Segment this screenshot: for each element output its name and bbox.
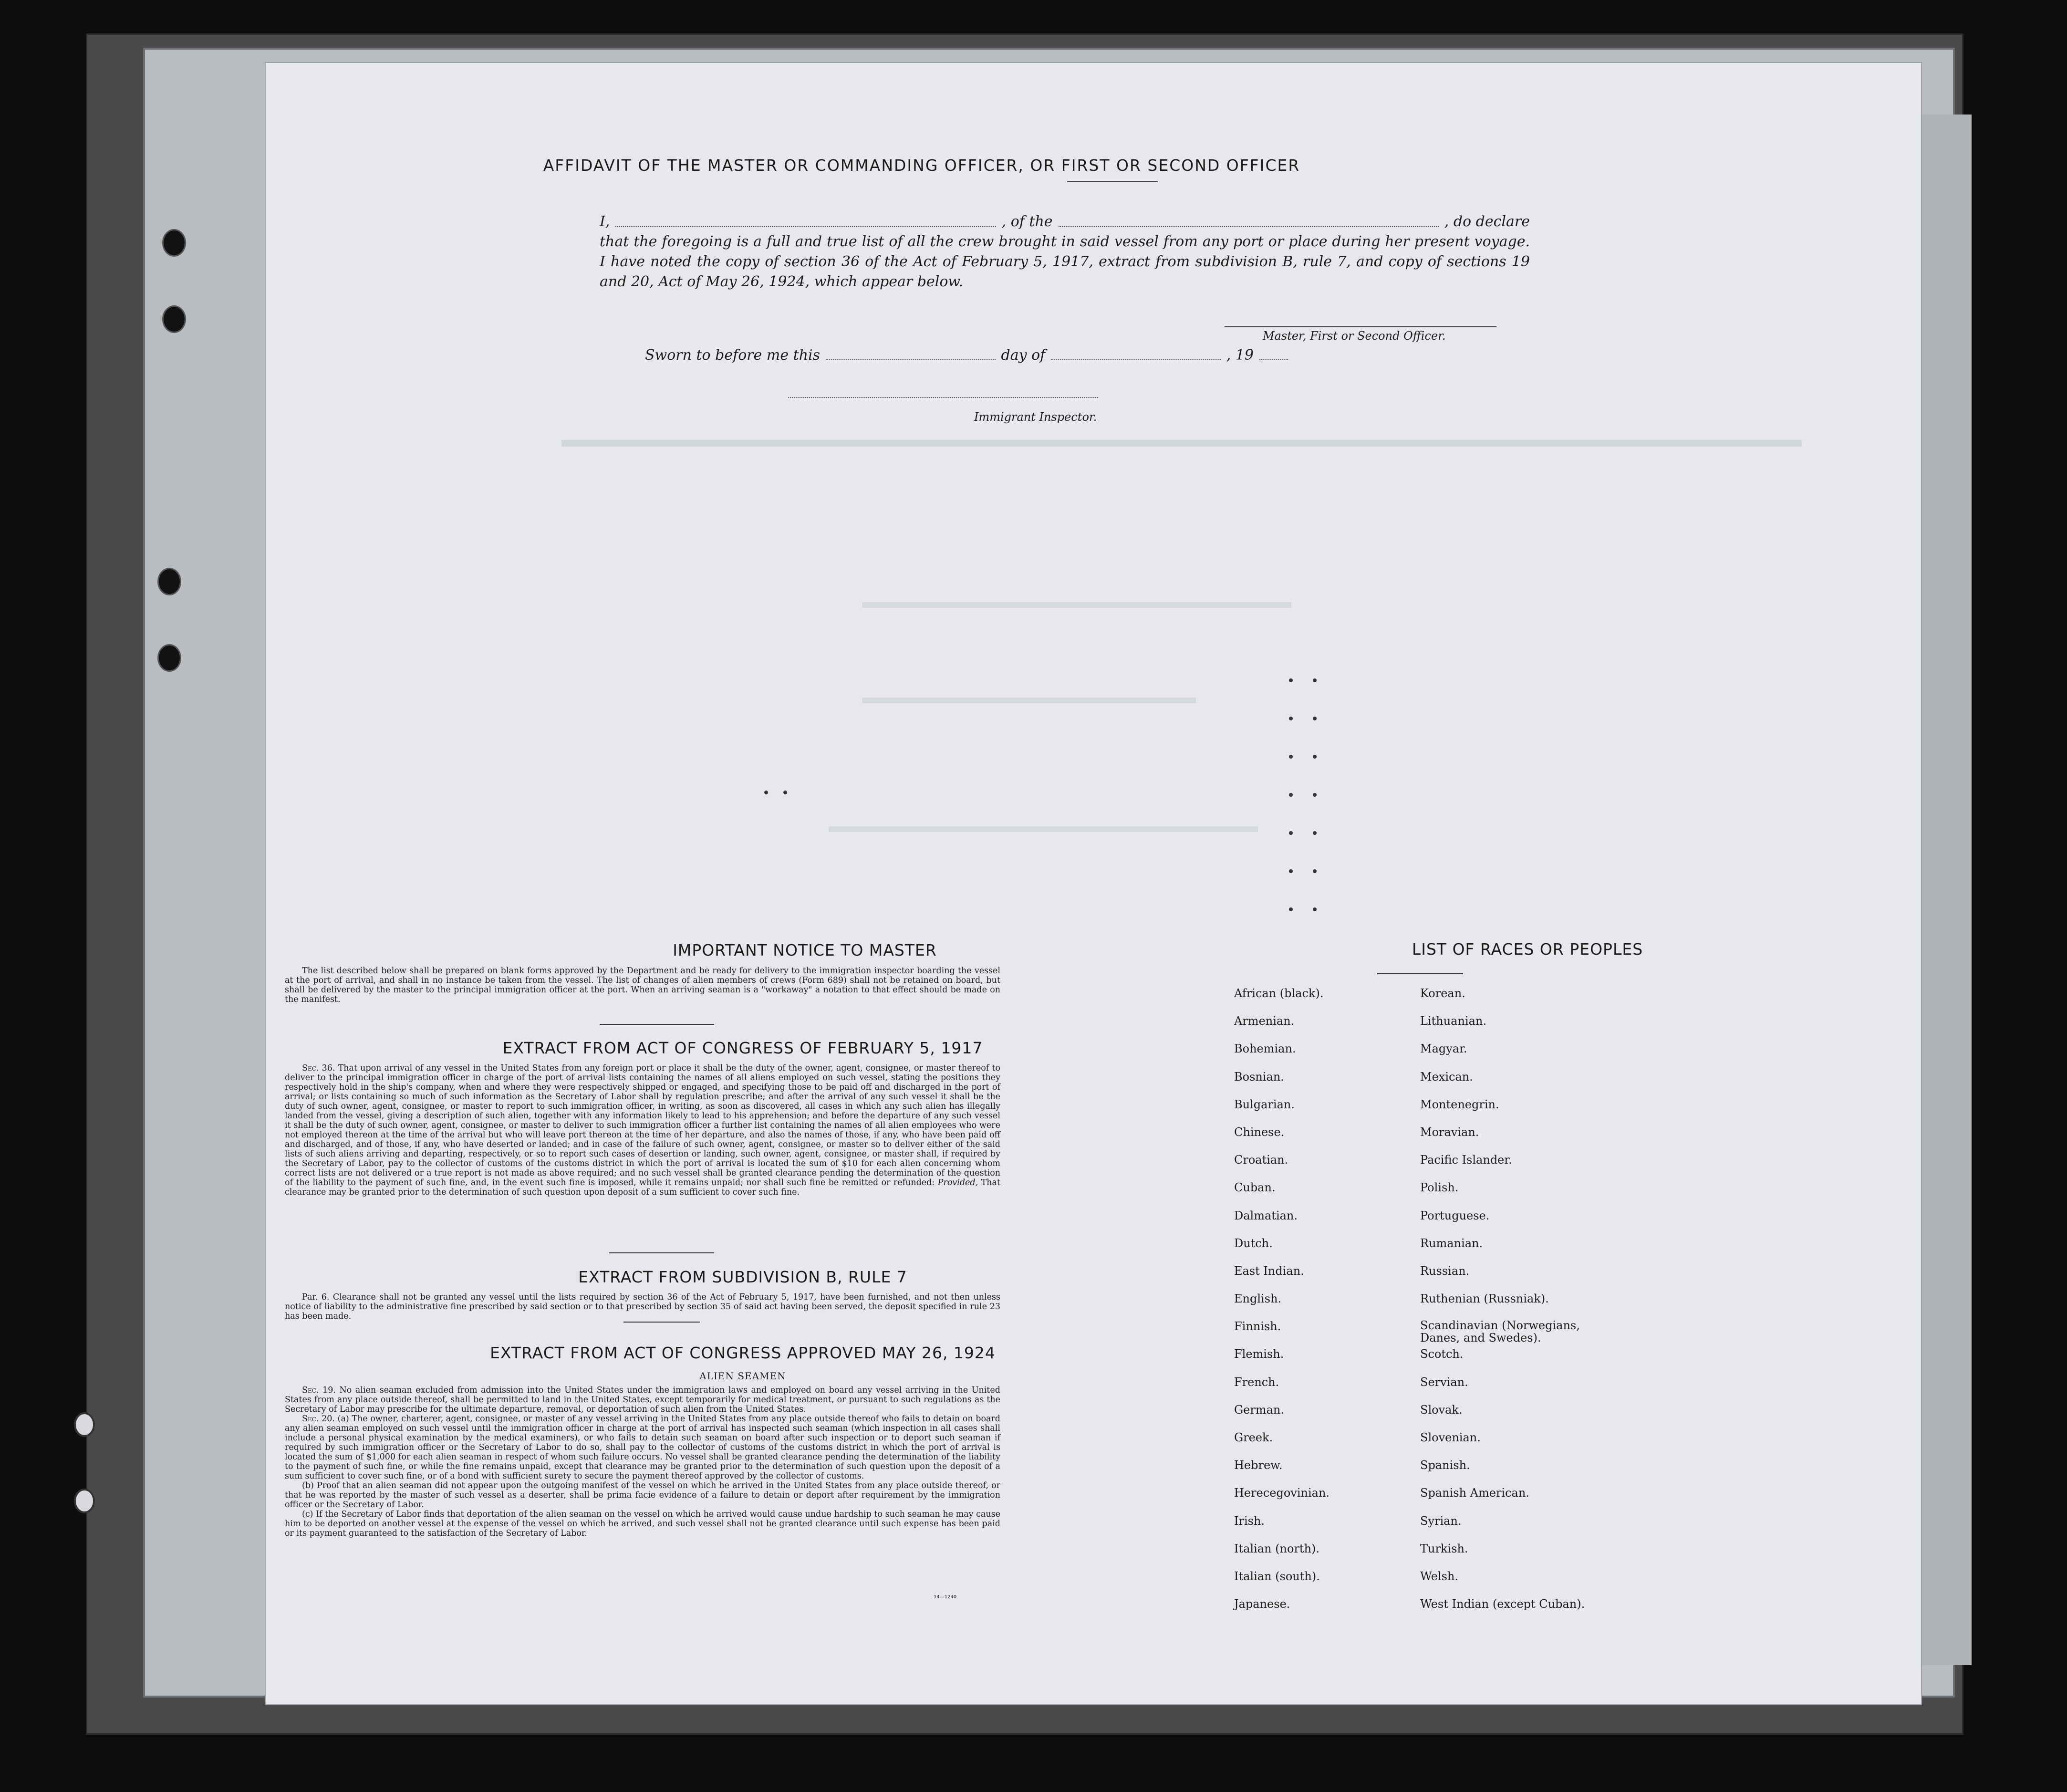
section-rule [609,1252,714,1253]
provided-label: Provided, [937,1178,978,1188]
sworn-day-blank[interactable] [826,359,996,360]
race-item: Montenegrin. [1420,1097,1499,1111]
race-item: West Indian (except Cuban). [1420,1597,1585,1611]
race-item: Italian (south). [1234,1569,1320,1583]
bleed-through-mark [862,698,1196,712]
name-blank[interactable] [615,212,996,227]
race-item: Spanish American. [1420,1486,1529,1500]
vessel-blank[interactable] [1059,212,1439,227]
race-item: Irish. [1234,1514,1265,1528]
races-left-column [1234,986,1415,1625]
sworn-prefix: Sworn to before me this [645,347,821,364]
race-item: Magyar. [1420,1042,1467,1056]
sec-19-label: Sec. 19. [302,1386,336,1395]
race-item: Hebrew. [1234,1459,1283,1472]
inspector-signature-line[interactable] [788,397,1098,398]
race-item: East Indian. [1234,1264,1304,1278]
race-item: Scandinavian (Norwegians, Danes, and Swedes). [1420,1319,1580,1345]
sec-36-text: That upon arrival of any vessel in the United States from any foreign port or place it shall be the duty of the owner, agent, consignee, or master thereof to deliver to the principal immigration officer in charge of the port of arrival lists containing the names of all aliens employed on such vessel, stating the positions they respectively hold in the ship's company, when and where they were respectively shipped or engaged, and specifying those to be paid off and discharged in the port of arrival; or lists containing so much of such information as the Secretary of Labor shall by regulation prescribe; and after the arrival of any such vessel it shall be the duty of such owner, agent, consignee, or master to report to such immigration officer, in writing, as soon as discovered, all cases in which any such alien has illegally landed from the vessel, giving a description of such alien, together with any information likely to lead to his apprehension; and before the departure of any such vessel it shall be the duty of such owner, agent, consignee, or master to deliver to such immigration officer a further list containing the names of all alien employees who were not employed thereon at the time of the arrival but who will leave port thereon at the time of her departure, and also the names of those, if any, who have been paid off and discharged, and of those, if any, who have deserted or landed; and in case of the failure of such owner, agent, consignee, or master so to deliver either of the said lists of such aliens arriving and departing, respectively, or so to report such cases of desertion or landing, such owner, agent, consignee, or master shall, if required by the Secretary of Labor, pay to the collector of customs of the customs district in which the port of arrival is located the sum of $10 for each alien concerning whom correct lists are not delivered or a true report is not made as above required; and no such vessel shall be granted clearance pending the determination of the question of the liability to the payment of such fine, and, in the event such fine is imposed, while it remains unpaid; nor shall such fine be remitted or refunded: [285,1063,1000,1188]
provided-text: That clearance may be granted prior to the determination of such question upon deposit of a sum sufficient to cover such fine. [285,1178,1000,1197]
section-rule [623,1322,700,1323]
race-item: Portuguese. [1420,1209,1490,1222]
ink-dot [1289,793,1293,797]
inspector-caption: Immigrant Inspector. [974,410,1097,424]
race-item: Bulgarian. [1234,1097,1295,1111]
binder-hole-icon [162,229,186,257]
ink-dot [1289,831,1293,835]
race-item: Syrian. [1420,1514,1462,1528]
ink-dot [1313,755,1317,759]
races-title: LIST OF RACES OR PEOPLES [1412,940,1643,959]
title-rule [1067,181,1158,182]
sec-20-label: Sec. 20. [302,1414,335,1424]
race-item: Pacific Islander. [1420,1153,1512,1167]
race-item: Croatian. [1234,1153,1288,1167]
sec-19-paragraph [285,1386,1000,1414]
race-item: Italian (north). [1234,1542,1320,1555]
race-item: Bosnian. [1234,1070,1284,1084]
extract-rule7-title: EXTRACT FROM SUBDIVISION B, RULE 7 [578,1268,907,1286]
master-signature-line[interactable] [1225,326,1496,327]
ink-dot [1313,907,1317,911]
race-item: Lithuanian. [1420,1014,1487,1028]
sec-20c-paragraph: (c) If the Secretary of Labor finds that deportation of the alien seaman on the vessel on which he arrived would cause undue hardship to such seaman he may cause him to be deported on another vessel at the expense of the vessel on which he arrived, and such vessel shall not be granted clearance until such expense has been paid or its payment guaranteed to the satisfaction of the Secretary of Labor. [285,1510,1000,1538]
ink-dot [1289,717,1293,720]
race-item: Moravian. [1420,1125,1479,1139]
binder-hole-icon [157,568,181,595]
ink-dot [764,791,768,794]
form-number: 14—1240 [934,1594,957,1600]
sworn-year-blank[interactable] [1259,359,1288,360]
extract-rule7-body: Par. 6. Clearance shall not be granted any vessel until the lists required by section 36 of the Act of February 5, 1917, have been furnished, and not then unless notice of liability to the administrative fine prescribed by said section or to that prescribed by section 35 of said act having been served, the deposit specified in rule 23 has been made. [285,1292,1000,1321]
race-item: Herecegovinian. [1234,1486,1330,1500]
race-item: Dutch. [1234,1236,1273,1250]
sworn-day-of: day of [1001,347,1046,364]
bleed-through-mark [561,440,1802,459]
binder-hole-icon [157,644,181,672]
race-item: French. [1234,1375,1279,1389]
ink-dot [1289,678,1293,682]
bleed-through-mark [862,602,1291,616]
sec-20a-text: (a) The owner, charterer, agent, consignee, or master of any vessel arriving in the United States from any place outside thereof who fails to detain on board any alien seaman employed on such vessel until the immigration officer in charge at the port of arrival has inspected such seaman (which inspection in all cases shall include a personal physical examination by the medical examiners), or who fails to detain such seaman on board after such inspection or to deport such seaman if required by such immigration officer or the Secretary of Labor to do so, shall pay to the collector of customs of the customs district in which the port of arrival is located the sum of $1,000 for each alien seaman in respect of whom such failure occurs. No vessel shall be granted clearance pending the determination of the liability to the payment of such fine, or while the fine remains unpaid, except that clearance may be granted prior to the determination of such question upon the deposit of a sum sufficient to cover such fine, or of a bond with sufficient surety to secure the payment thereof approved by the collector of customs. [285,1414,1000,1481]
race-item: Bohemian. [1234,1042,1296,1056]
race-item: Spanish. [1420,1459,1470,1472]
ink-dot [1313,869,1317,873]
ink-dot [1313,793,1317,797]
race-item: Finnish. [1234,1320,1281,1334]
declaration-do-declare: , do declare [1444,213,1530,230]
race-item: Chinese. [1234,1125,1285,1139]
declaration-first-line [600,212,1530,232]
affidavit-declaration [600,212,1530,292]
declaration-i: I, [600,213,610,230]
race-item: Polish. [1420,1181,1459,1195]
race-item: Japanese. [1234,1597,1290,1611]
race-item: Rumanian. [1420,1236,1483,1250]
section-rule [600,1024,714,1025]
race-item: German. [1234,1403,1284,1417]
notice-title: IMPORTANT NOTICE TO MASTER [673,941,937,959]
sec-20a-paragraph [285,1414,1000,1481]
ink-dot [1313,717,1317,720]
ink-dot [783,791,787,794]
race-item: Dalmatian. [1234,1209,1298,1222]
sworn-line [645,347,1294,364]
race-item: Greek. [1234,1431,1273,1444]
race-item: Welsh. [1420,1569,1458,1583]
race-item: Korean. [1420,987,1465,1000]
race-item: Slovak. [1420,1403,1463,1417]
sec-20b-paragraph: (b) Proof that an alien seaman did not appear upon the outgoing manifest of the vessel on which he arrived in the United States from any place outside thereof, or that he was reported by the master of such vessel as a deserter, shall be prima facie evidence of a failure to detain or deport after requirement by the immigration officer or the Secretary of Labor. [285,1481,1000,1510]
race-item: Turkish. [1420,1542,1468,1555]
declaration-of-the: , of the [1001,213,1053,230]
ink-dot [1289,907,1293,911]
races-rule [1377,973,1463,974]
race-item: Slovenian. [1420,1431,1481,1444]
ink-dot [1289,755,1293,759]
notice-body: The list described below shall be prepared on blank forms approved by the Department and be ready for delivery to the immigration inspector boarding the vessel at the port of arrival, and shall in no instance be taken from the vessel. The list of changes of alien members of crews (Form 689) shall not be retained on board, but shall be delivered by the master to the principal immigration officer at the port. When an arriving seaman is a "workaway" a notation to that effect should be made on the manifest. [285,966,1000,1004]
binder-hole-icon [74,1489,95,1513]
race-item: English. [1234,1292,1282,1306]
sec-36-label: Sec. 36. [302,1063,335,1073]
sworn-month-blank[interactable] [1051,359,1221,360]
sec-19-text: No alien seaman excluded from admission into the United States under the immigration laws and employed on board any vessel arriving in the United States from any place outside thereof, shall be permitted to land in the United States, except temporarily for medical treatment, or pursuant to such regulations as the Secretary of Labor may prescribe for the ultimate departure, removal, or deportation of such alien from the United States. [285,1386,1000,1414]
master-signature-caption: Master, First or Second Officer. [1263,329,1446,343]
manifest-page [265,62,1922,1705]
race-item: Scotch. [1420,1347,1464,1361]
bleed-through-mark [829,826,1258,841]
race-item: Cuban. [1234,1181,1276,1195]
race-item: Flemish. [1234,1347,1284,1361]
ink-dot [1289,869,1293,873]
binder-hole-icon [74,1412,95,1437]
race-item: African (black). [1234,987,1324,1000]
extract-1924-title: EXTRACT FROM ACT OF CONGRESS APPROVED MAY 26, 1924 [490,1344,996,1362]
extract-1924-body [285,1386,1000,1538]
races-right-column [1420,986,1620,1625]
alien-seamen-subtitle: ALIEN SEAMEN [699,1370,786,1382]
extract-1917-title: EXTRACT FROM ACT OF CONGRESS OF FEBRUARY 5, 1917 [502,1039,983,1057]
ink-dot [1313,831,1317,835]
sworn-year: , 19 [1226,347,1254,364]
race-item: Mexican. [1420,1070,1473,1084]
race-item: Armenian. [1234,1014,1295,1028]
extract-1917-body [285,1063,1000,1197]
race-item: Servian. [1420,1375,1468,1389]
race-item: Ruthenian (Russniak). [1420,1292,1549,1306]
declaration-body: that the foregoing is a full and true list of all the crew brought in said vessel from any port or place during her present voyage. I have noted the copy of section 36 of the Act of February 5, 1917, extract from subdivision B, rule 7, and copy of sections 19 and 20, Act of May 26, 1924, which appear below. [600,233,1530,290]
ink-dot [1313,678,1317,682]
binder-hole-icon [162,305,186,333]
race-item: Russian. [1420,1264,1470,1278]
affidavit-title: AFFIDAVIT OF THE MASTER OR COMMANDING OFFICER, OR FIRST OR SECOND OFFICER [543,156,1300,175]
